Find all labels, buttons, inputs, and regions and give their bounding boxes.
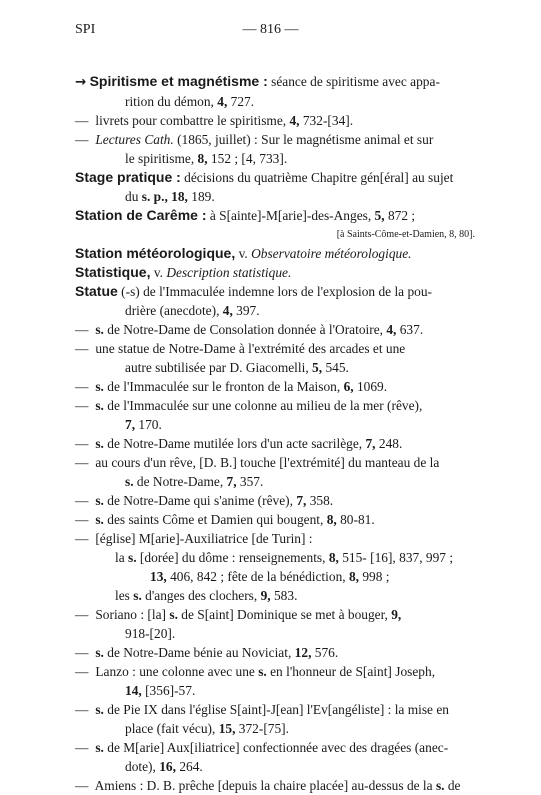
text: de S[aint] Dominique se met à bouger, [177,607,392,622]
entry-sub [75,339,475,377]
text: 152 ; [4, 733]. [207,151,288,166]
abbrev: s. [169,607,178,622]
text: de Notre-Dame mutilée lors d'un acte sacrilège, [103,436,366,451]
text: de Notre-Dame, [133,474,227,489]
line [75,738,475,757]
text: (1865, juillet) : Sur le magnétisme animal et sur [173,132,434,147]
text: Lanzo : une colonne avec une [92,664,259,679]
volume: 8, [326,512,337,527]
dash: — [75,740,89,755]
dash: — [75,493,89,508]
abbrev: s. [128,550,137,565]
volume: 7, [365,436,376,451]
dash: — [75,436,89,451]
text: 545. [322,360,349,375]
line [75,434,475,453]
volume: 5, [312,360,323,375]
text: décisions du quatrième Chapitre gén[éral] au sujet [180,170,454,185]
text: 358. [306,493,334,508]
line-note: [à Saints-Côme-et-Damien, 8, 80]. [336,229,475,240]
text: 372-[75]. [235,721,289,736]
text: 637. [396,322,424,337]
line [75,567,475,586]
line [75,757,475,776]
text: la [115,550,129,565]
reference: Observatoire météorologique. [251,246,412,261]
dash: — [75,398,89,413]
volume: 18, [167,189,188,204]
text: de l'Immaculée sur une colonne au milieu de la mer (rêve), [103,398,423,413]
index-content [75,72,475,795]
line [75,719,475,738]
entry-station-careme [75,206,475,244]
arrow-icon: → [75,75,87,90]
text: de Notre-Dame bénie au Noviciat, [103,645,295,660]
line [75,111,475,130]
text: à S[ainte]-M[arie]-des-Anges, [206,208,375,223]
abbrev: s. [92,512,104,527]
text: 732-[34]. [299,113,354,128]
volume: 14, [125,683,142,698]
volume: 4, [289,113,300,128]
dash: — [75,512,89,527]
dash: — [75,702,89,717]
text: rition du démon, [125,94,218,109]
dash: — [75,531,89,546]
volume: 13, [150,569,167,584]
text: 264. [175,759,203,774]
text: v. [235,246,252,261]
line [75,529,475,548]
abbrev: s. [92,702,104,717]
line [75,206,475,225]
volume: 12, [294,645,312,660]
dash: — [75,341,89,356]
text: d'anges des clochers, [141,588,261,603]
text: 515- [16], 837, 997 ; [338,550,454,565]
line: 918-[20]. [125,626,176,641]
entry-spiritisme [75,72,475,111]
text: de Pie IX dans l'église S[aint]-J[ean] l'Ev[angéliste] : la mise en [103,702,449,717]
title: Lectures Cath. [92,132,174,147]
line [75,453,475,472]
abbrev: s. [92,379,104,394]
text: [église] M[arie]-Auxiliatrice [de Turin] : [92,531,313,546]
volume: 4, [217,94,228,109]
entry-sub [75,738,475,776]
abbrev: s. [92,436,104,451]
dash: — [75,379,89,394]
text: v. [150,265,167,280]
entry-livrets [75,111,475,130]
dash: — [75,778,89,793]
volume: 8, [328,550,339,565]
text: 583. [270,588,298,603]
text: le spiritisme, [125,151,198,166]
line [75,662,475,681]
text: Soriano : [la] [92,607,170,622]
line [75,282,475,301]
dash: — [75,113,89,128]
headword: Statistique, [75,264,151,280]
volume: 16, [159,759,176,774]
text: 170. [135,417,162,432]
abbrev: s. [92,645,104,660]
line [75,301,475,320]
text: 727. [227,94,255,109]
text: une statue de Notre-Dame à l'extrémité des arcades et une [92,341,406,356]
line [75,415,475,434]
text: 576. [311,645,339,660]
line [75,377,475,396]
volume: 7, [226,474,237,489]
text: séance de spiritisme avec appa- [267,74,440,89]
text: place (fait vécu), [125,721,219,736]
abbrev: s. [92,493,104,508]
text: [dorée] du dôme : renseignements, [136,550,329,565]
abbrev: s. [92,398,104,413]
line [75,548,475,567]
text: du [125,189,142,204]
text: de Notre-Dame qui s'anime (rêve), [103,493,297,508]
line [75,339,475,358]
abbrev: s. [92,740,104,755]
text: 80-81. [336,512,375,527]
line [75,586,475,605]
headword: Statue [75,283,118,299]
line [75,187,475,206]
entry-sub [75,434,475,453]
volume: 4, [222,303,233,318]
volume: 6, [343,379,354,394]
text: en l'honneur de S[aint] Joseph, [266,664,436,679]
text: de [444,778,461,793]
headword: Station météorologique, [75,245,236,261]
dash: — [75,645,89,660]
line [75,168,475,187]
entry-sub [75,700,475,738]
running-head: SPI [75,22,96,37]
page-header [0,22,541,42]
entry-sub [75,396,475,434]
headword: Spiritisme et magnétisme : [89,73,268,89]
entry-lectures [75,130,475,168]
line [75,700,475,719]
entry-sub [75,453,475,491]
dash: — [75,607,89,622]
abbrev: s. [258,664,267,679]
line [75,72,475,92]
entry-sub [75,605,475,643]
text: [356]-57. [141,683,196,698]
line [75,491,475,510]
volume: 9, [260,588,271,603]
entry-sub [75,491,475,510]
text: de Notre-Dame de Consolation donnée à l'Oratoire, [103,322,387,337]
volume: 4, [386,322,397,337]
dash: — [75,455,89,470]
entry-sub [75,643,475,662]
abbrev: s. p., [141,189,168,204]
text: (-s) de l'Immaculée indemne lors de l'explosion de la pou- [117,284,432,299]
entry-station-meteo [75,244,475,263]
entry-sub [75,510,475,529]
text: des saints Côme et Damien qui bougent, [103,512,327,527]
text: 998 ; [359,569,390,584]
volume: 15, [218,721,236,736]
volume: 9, [391,607,402,622]
volume: 7, [125,417,136,432]
line [75,605,475,624]
text: 397. [232,303,260,318]
line [75,472,475,491]
text: les [115,588,134,603]
line [75,510,475,529]
dash: — [75,132,89,147]
text: drière (anecdote), [125,303,223,318]
page-number: — 816 — [242,22,299,37]
line [75,92,475,111]
text: Amiens : D. B. prêche [depuis la chaire placée] au-dessus de la [92,778,436,793]
volume: 8, [348,569,360,584]
dash: — [75,322,89,337]
line [75,130,475,149]
volume: 8, [197,151,208,166]
entry-stage [75,168,475,206]
text: 872 ; [384,208,416,223]
entry-sub [75,662,475,700]
entry-sub [75,377,475,396]
text: dote), [125,759,160,774]
headword: Stage pratique : [75,169,181,185]
line [75,643,475,662]
text: au cours d'un rêve, [D. B.] touche [l'extrémité] du manteau de la [92,455,440,470]
text: de l'Immaculée sur le fronton de la Maison, [103,379,344,394]
entry-sub [75,529,475,605]
abbrev: s. [92,322,104,337]
dash: — [75,664,89,679]
volume: 7, [296,493,307,508]
abbrev: s. [133,588,142,603]
abbrev: s. [125,474,134,489]
text: de M[arie] Aux[iliatrice] confectionnée avec des dragées (anec- [103,740,449,755]
reference: Description statistique. [166,265,292,280]
abbrev: s. [435,778,445,793]
entry-sub [75,320,475,339]
volume: 5, [374,208,385,223]
line [75,244,475,263]
entry-sub [75,776,475,795]
line [75,263,475,282]
line [75,358,475,377]
entry-statistique [75,263,475,282]
text: 189. [187,189,215,204]
text: autre subtilisée par D. Giacomelli, [125,360,313,375]
line [75,320,475,339]
line [75,396,475,415]
text: 406, 842 ; fête de la bénédiction, [166,569,349,584]
text: 1069. [353,379,388,394]
text: livrets pour combattre le spiritisme, [92,113,290,128]
line [75,776,475,795]
text: 248. [375,436,403,451]
text: 357. [236,474,264,489]
line [75,681,475,700]
headword: Station de Carême : [75,207,207,223]
line [75,149,475,168]
entry-statue [75,282,475,320]
